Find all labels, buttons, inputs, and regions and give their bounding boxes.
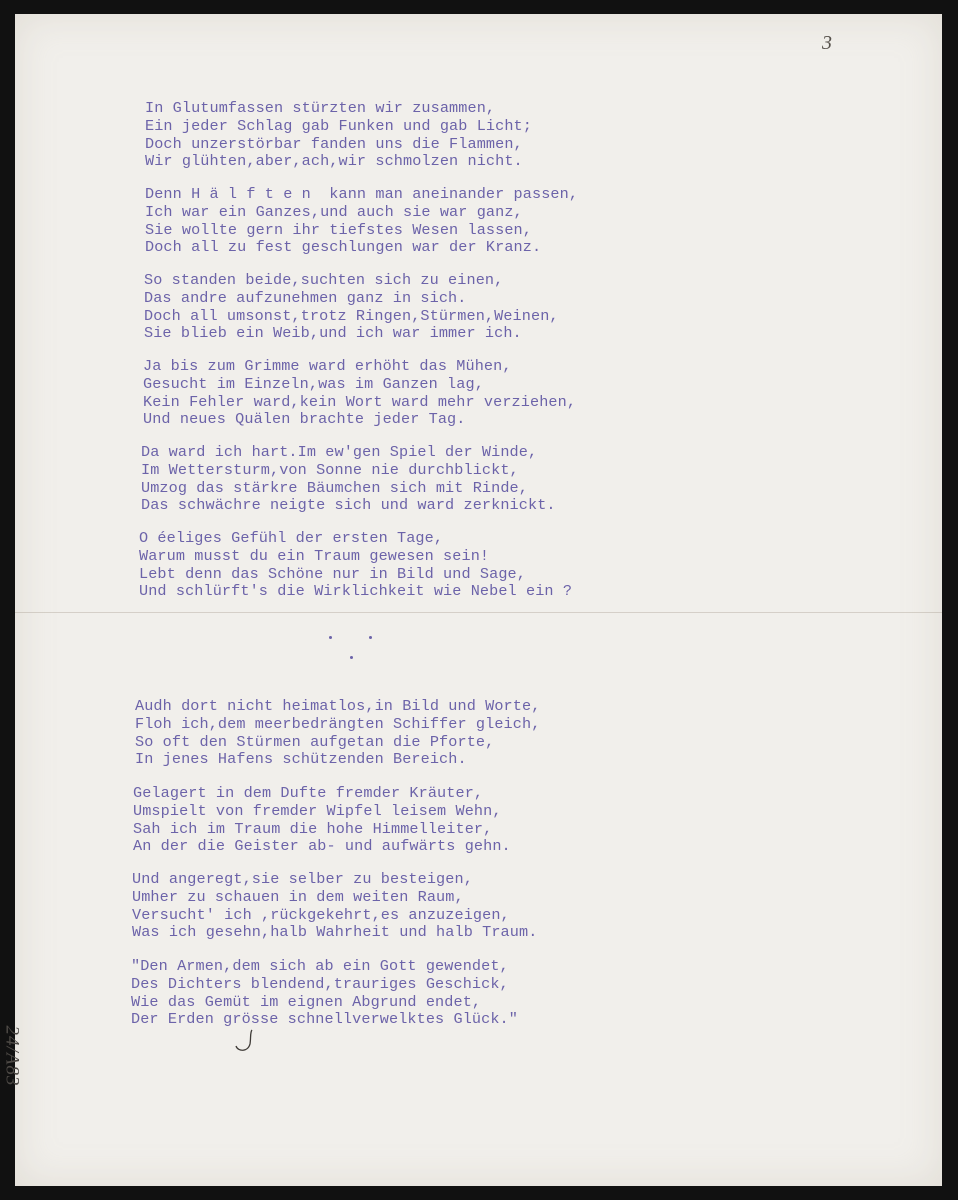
poem-line: Das andre aufzunehmen ganz in sich. <box>144 288 467 307</box>
poem-line: Doch all zu fest geschlungen war der Kranz. <box>145 238 542 257</box>
poem-line: Warum musst du ein Traum gewesen sein! <box>139 546 490 565</box>
poem-line: Und schlürft's die Wirklichkeit wie Nebel ein ? <box>139 582 573 601</box>
stanza-4 <box>143 358 576 429</box>
poem-line: Umher zu schauen in dem weiten Raum, <box>132 887 464 906</box>
divider-dot <box>329 636 332 639</box>
poem-line: Ich war ein Ganzes,und auch sie war ganz, <box>145 202 523 221</box>
poem-line: Und neues Quälen brachte jeder Tag. <box>143 410 466 429</box>
stanza-3 <box>144 272 559 343</box>
poem-line: Sah ich im Traum die hohe Himmelleiter, <box>133 819 493 838</box>
poem-line: Gesucht im Einzeln,was im Ganzen lag, <box>143 374 484 393</box>
poem-line: An der die Geister ab- und aufwärts gehn. <box>133 837 511 856</box>
poem-line: So oft den Stürmen aufgetan die Pforte, <box>135 732 495 751</box>
stanza-10 <box>131 958 518 1029</box>
pencil-correction-mark <box>230 1024 270 1054</box>
section-divider-dots <box>327 632 407 692</box>
poem-line: Audh dort nicht heimatlos,in Bild und Worte, <box>135 697 541 715</box>
poem-line: Doch unzerstörbar fanden uns die Flammen, <box>145 134 523 153</box>
poem-line: Da ward ich hart.Im ew'gen Spiel der Winde, <box>141 443 538 461</box>
fold-line <box>15 612 942 613</box>
poem-line: Kein Fehler ward,kein Wort ward mehr verziehen, <box>143 392 577 411</box>
stanza-5 <box>141 444 556 515</box>
poem-line: Lebt denn das Schöne nur in Bild und Sage, <box>139 564 526 583</box>
poem-line: In Glutumfassen stürzten wir zusammen, <box>145 99 496 117</box>
poem-line: Wie das Gemüt im eignen Abgrund endet, <box>131 992 482 1011</box>
stanza-1 <box>145 100 532 171</box>
stanza-6 <box>139 530 572 601</box>
archive-mark-text: 24/A83 <box>1 1025 23 1087</box>
poem-line: "Den Armen,dem sich ab ein Gott gewendet, <box>131 957 509 975</box>
poem-line: Sie wollte gern ihr tiefstes Wesen lassen, <box>145 220 532 239</box>
poem-line: Wir glühten,aber,ach,wir schmolzen nicht. <box>145 152 523 171</box>
poem-line: Gelagert in dem Dufte fremder Kräuter, <box>133 784 484 802</box>
poem-line: Umzog das stärkre Bäumchen sich mit Rinde, <box>141 478 528 497</box>
poem-line: Sie blieb ein Weib,und ich war immer ich. <box>144 324 522 343</box>
stanza-8 <box>133 785 511 856</box>
poem-line: Ein jeder Schlag gab Funken und gab Licht; <box>145 116 532 135</box>
poem-line: Was ich gesehn,halb Wahrheit und halb Traum. <box>132 923 538 942</box>
poem-line: Denn H ä l f t e n kann man aneinander passen, <box>145 185 579 203</box>
poem-line: Doch all umsonst,trotz Ringen,Stürmen,Weinen, <box>144 306 559 325</box>
poem-line: Versucht' ich ,rückgekehrt,es anzuzeigen, <box>132 905 510 924</box>
poem-line: Das schwächre neigte sich und ward zerknickt. <box>141 496 556 515</box>
poem-line: Der Erden grösse schnellverwelktes Glück." <box>131 1010 518 1029</box>
poem-line: Und angeregt,sie selber zu besteigen, <box>132 870 473 888</box>
poem-line: In jenes Hafens schützenden Bereich. <box>135 750 467 769</box>
stanza-7 <box>135 698 540 769</box>
poem-line: So standen beide,suchten sich zu einen, <box>144 271 504 289</box>
typescript-page <box>1 14 942 1186</box>
poem-line: Im Wettersturm,von Sonne nie durchblickt, <box>141 460 519 479</box>
stanza-9 <box>132 871 537 942</box>
divider-dot <box>350 656 353 659</box>
archive-mark <box>1 999 53 1119</box>
poem-line: O éeliges Gefühl der ersten Tage, <box>139 529 444 547</box>
stanza-2 <box>145 186 578 257</box>
poem-line: Ja bis zum Grimme ward erhöht das Mühen, <box>143 357 512 375</box>
poem-line: Floh ich,dem meerbedrängten Schiffer gleich, <box>135 714 541 733</box>
page-number: 3 <box>822 32 832 54</box>
poem-line: Des Dichters blendend,trauriges Geschick, <box>131 974 509 993</box>
poem-line: Umspielt von fremder Wipfel leisem Wehn, <box>133 801 502 820</box>
divider-dot <box>369 636 372 639</box>
